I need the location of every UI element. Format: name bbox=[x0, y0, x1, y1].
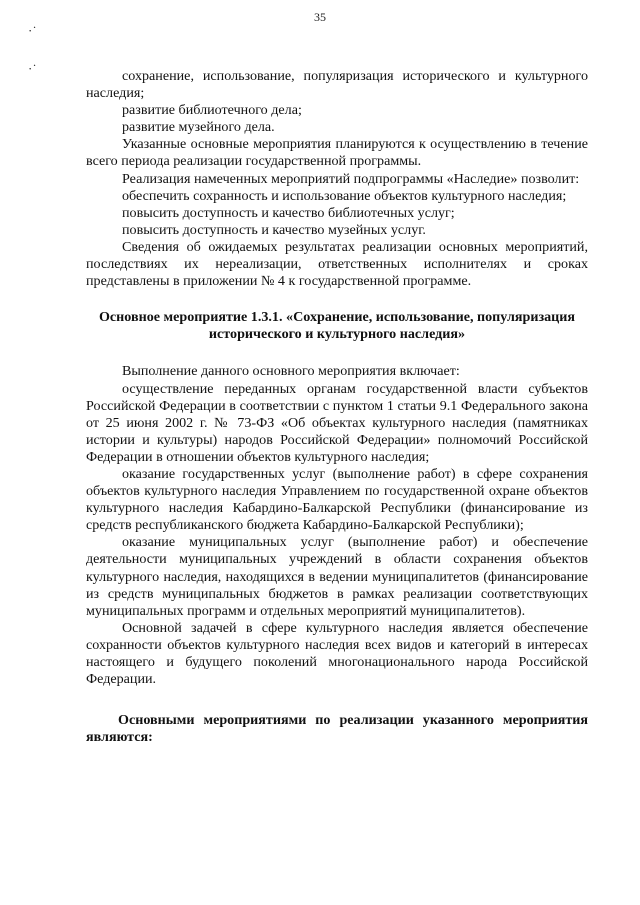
list-item-municipal-services: оказание муниципальных услуг (выполнение работ) и обеспечение деятельности муниципальных учреждений в области сохранения объектов культурного наследия, находящихся в ведении муниципалитетов (финансирование из средств муниципальных бюджетов в рамках реализации соответствующих муниципальных программ и отдельных мероприятий муниципалитетов). bbox=[86, 534, 588, 619]
closing-bold-paragraph: Основными мероприятиями по реализации указанного мероприятия являются: bbox=[86, 712, 588, 746]
list-item-transferred-powers: осуществление переданных органам государственной власти субъектов Российской Федерации в соответствии с пунктом 1 статьи 9.1 Федерального закона от 25 июня 2002 г. № 73-ФЗ «Об объектах культурного наследия (памятниках истории и культуры) народов Российской Федерации» полномочий Российской Федерации в отношении объектов культурного наследия; bbox=[86, 380, 588, 465]
list-item-ensure-preservation: обеспечить сохранность и использование объектов культурного наследия; bbox=[122, 187, 567, 204]
scan-speck-mark: ·˙ bbox=[28, 23, 37, 38]
section-heading: Основное мероприятие 1.3.1. «Сохранение, использование, популяризация исторического и культурного наследия» bbox=[98, 309, 576, 343]
paragraph-implementation-period: Указанные основные мероприятия планируются к осуществлению в течение всего периода реализации государственной программы. bbox=[86, 136, 588, 170]
list-item-preservation: сохранение, использование, популяризация исторического и культурного наследия; bbox=[86, 68, 588, 102]
spacer bbox=[86, 688, 588, 712]
list-item-museum-access: повысить доступность и качество музейных услуг. bbox=[122, 221, 426, 238]
list-item-library-access: повысить доступность и качество библиотечных услуг; bbox=[122, 204, 455, 221]
page-number: 35 bbox=[314, 10, 326, 24]
scan-speck-mark: ·˙ bbox=[28, 61, 37, 76]
paragraph-includes: Выполнение данного основного мероприятия включает: bbox=[122, 363, 460, 380]
document-body bbox=[86, 68, 588, 746]
list-item-library: развитие библиотечного дела; bbox=[122, 102, 302, 119]
list-item-state-services: оказание государственных услуг (выполнение работ) в сфере сохранения объектов культурного наследия Управлением по государственной охране объектов культурного наследия Кабардино-Балкарской Республики (финансирование из средств республиканского бюджета Кабардино-Балкарской Республики); bbox=[86, 465, 588, 534]
paragraph-main-task: Основной задачей в сфере культурного наследия является обеспечение сохранности объектов культурного наследия всех видов и категорий в интересах настоящего и будущего поколений многонационального народа Российской Федерации. bbox=[86, 619, 588, 688]
spacer bbox=[86, 290, 588, 309]
paragraph-heritage-allows: Реализация намеченных мероприятий подпрограммы «Наследие» позволит: bbox=[122, 170, 580, 187]
list-item-museum: развитие музейного дела. bbox=[122, 119, 275, 136]
spacer bbox=[86, 343, 588, 363]
paragraph-expected-results: Сведения об ожидаемых результатах реализации основных мероприятий, последствиях их нереализации, ответственных исполнителях и сроках представлены в приложении № 4 к государственной программе. bbox=[86, 238, 588, 290]
